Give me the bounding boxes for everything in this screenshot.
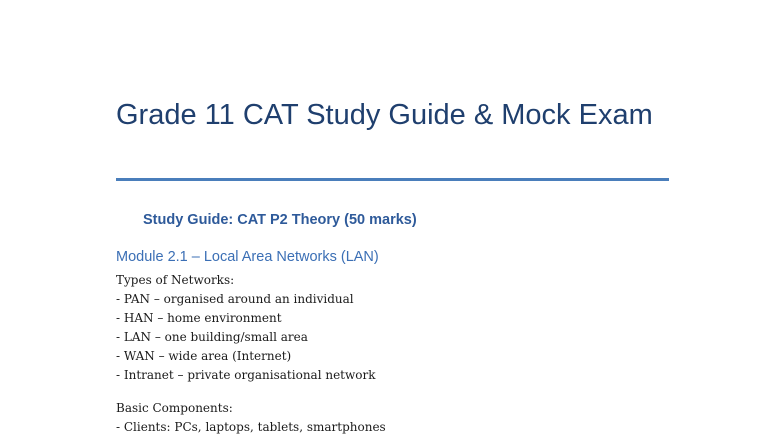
module-heading: Module 2.1 – Local Area Networks (LAN) <box>116 249 379 265</box>
network-types-section <box>116 271 376 385</box>
network-type-item: - HAN – home environment <box>116 311 282 325</box>
network-type-item: - WAN – wide area (Internet) <box>116 349 292 363</box>
basic-components-label: Basic Components: <box>116 401 233 415</box>
network-type-item: - PAN – organised around an individual <box>116 292 354 306</box>
document-title: Grade 11 CAT Study Guide & Mock Exam <box>116 99 653 131</box>
component-item: - Clients: PCs, laptops, tablets, smartphones <box>116 420 386 434</box>
title-underline-rule <box>116 178 669 181</box>
network-type-item: - Intranet – private organisational network <box>116 368 376 382</box>
basic-components-section <box>116 399 386 437</box>
network-types-label: Types of Networks: <box>116 273 235 287</box>
study-guide-subtitle: Study Guide: CAT P2 Theory (50 marks) <box>143 212 417 228</box>
network-type-item: - LAN – one building/small area <box>116 330 308 344</box>
